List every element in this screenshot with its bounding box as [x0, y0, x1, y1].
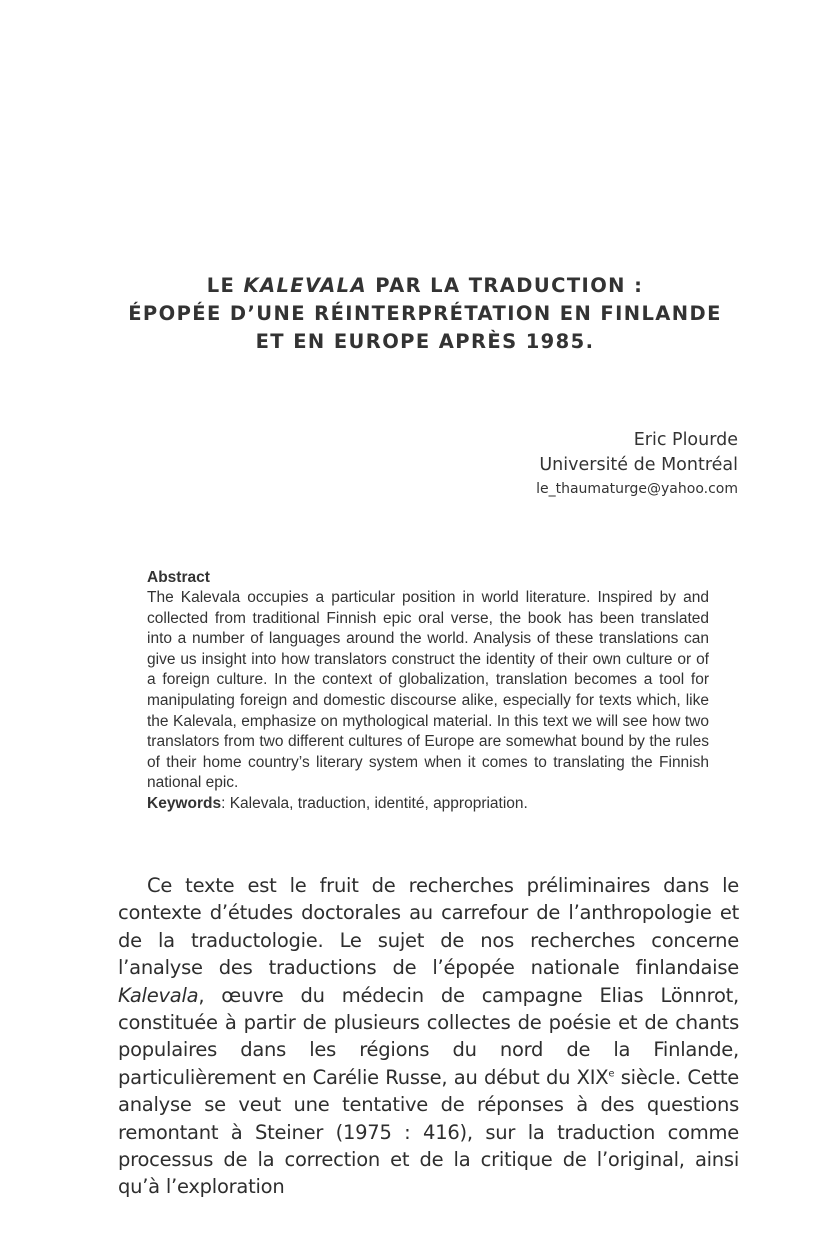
- keywords-list: Kalevala, traduction, identité, appropriation.: [229, 794, 528, 812]
- body-text-2: , œuvre du médecin de campagne Elias Lönnrot, constituée à partir de plusieurs collectes de poésie et de chants populaires dans les régions du nord de la Finlande, particulièrement en Carélie Russe, au début du XIX: [118, 983, 739, 1089]
- title-line-2: ÉPOPÉE D’UNE RÉINTERPRÉTATION EN FINLANDE: [128, 302, 722, 325]
- title-line-3: ET EN EUROPE APRÈS 1985.: [255, 330, 595, 353]
- abstract-block: [147, 567, 709, 815]
- body-superscript: e: [608, 1068, 615, 1080]
- keywords-label: Keywords: [147, 794, 222, 812]
- title-line-1: [100, 272, 750, 300]
- article-title: [100, 272, 750, 356]
- title-prefix: LE: [206, 274, 244, 297]
- title-suffix: PAR LA TRADUCTION :: [367, 274, 644, 297]
- body-text-1: Ce texte est le fruit de recherches préliminaires dans le contexte d’études doctorales au carrefour de l’anthropologie et de la traductologie. Le sujet de nos recherches concerne l’analyse des traductions de l’épopée nationale finlandaise: [118, 874, 739, 980]
- body-paragraph: [118, 872, 739, 1201]
- author-email: le_thaumaturge@yahoo.com: [536, 481, 738, 497]
- title-kalevala: KALEVALA: [243, 274, 367, 297]
- abstract-text: The Kalevala occupies a particular position in world literature. Inspired by and collected from traditional Finnish epic oral verse, the book has been translated into a number of languages around the world. Analysis of these translations can give us insight into how translators construct the identity of their own culture or of a foreign culture. In the context of globalization, translation becomes a tool for manipulating foreign and domestic discourse alike, especially for texts which, like the Kalevala, emphasize on mythological material. In this text we will see how two translators from two different cultures of Europe are somewhat bound by the rules of their home country’s literary system when it comes to translating the Finnish national epic.: [147, 589, 709, 792]
- author-block: [536, 428, 738, 500]
- body-italic-kalevala: Kalevala: [118, 983, 199, 1007]
- body-text-3: siècle. Cette analyse se veut une tentative de réponses à des questions remontant à Steiner (1975 : 416), sur la traduction comme processus de la correction et de la critique de l’original, ainsi qu’à l’exploration: [118, 1065, 739, 1199]
- author-name: Eric Plourde: [633, 430, 738, 450]
- abstract-heading: Abstract: [147, 569, 210, 586]
- keywords-separator: :: [221, 794, 230, 812]
- keywords-line: [147, 795, 528, 812]
- author-affiliation: Université de Montréal: [539, 455, 738, 475]
